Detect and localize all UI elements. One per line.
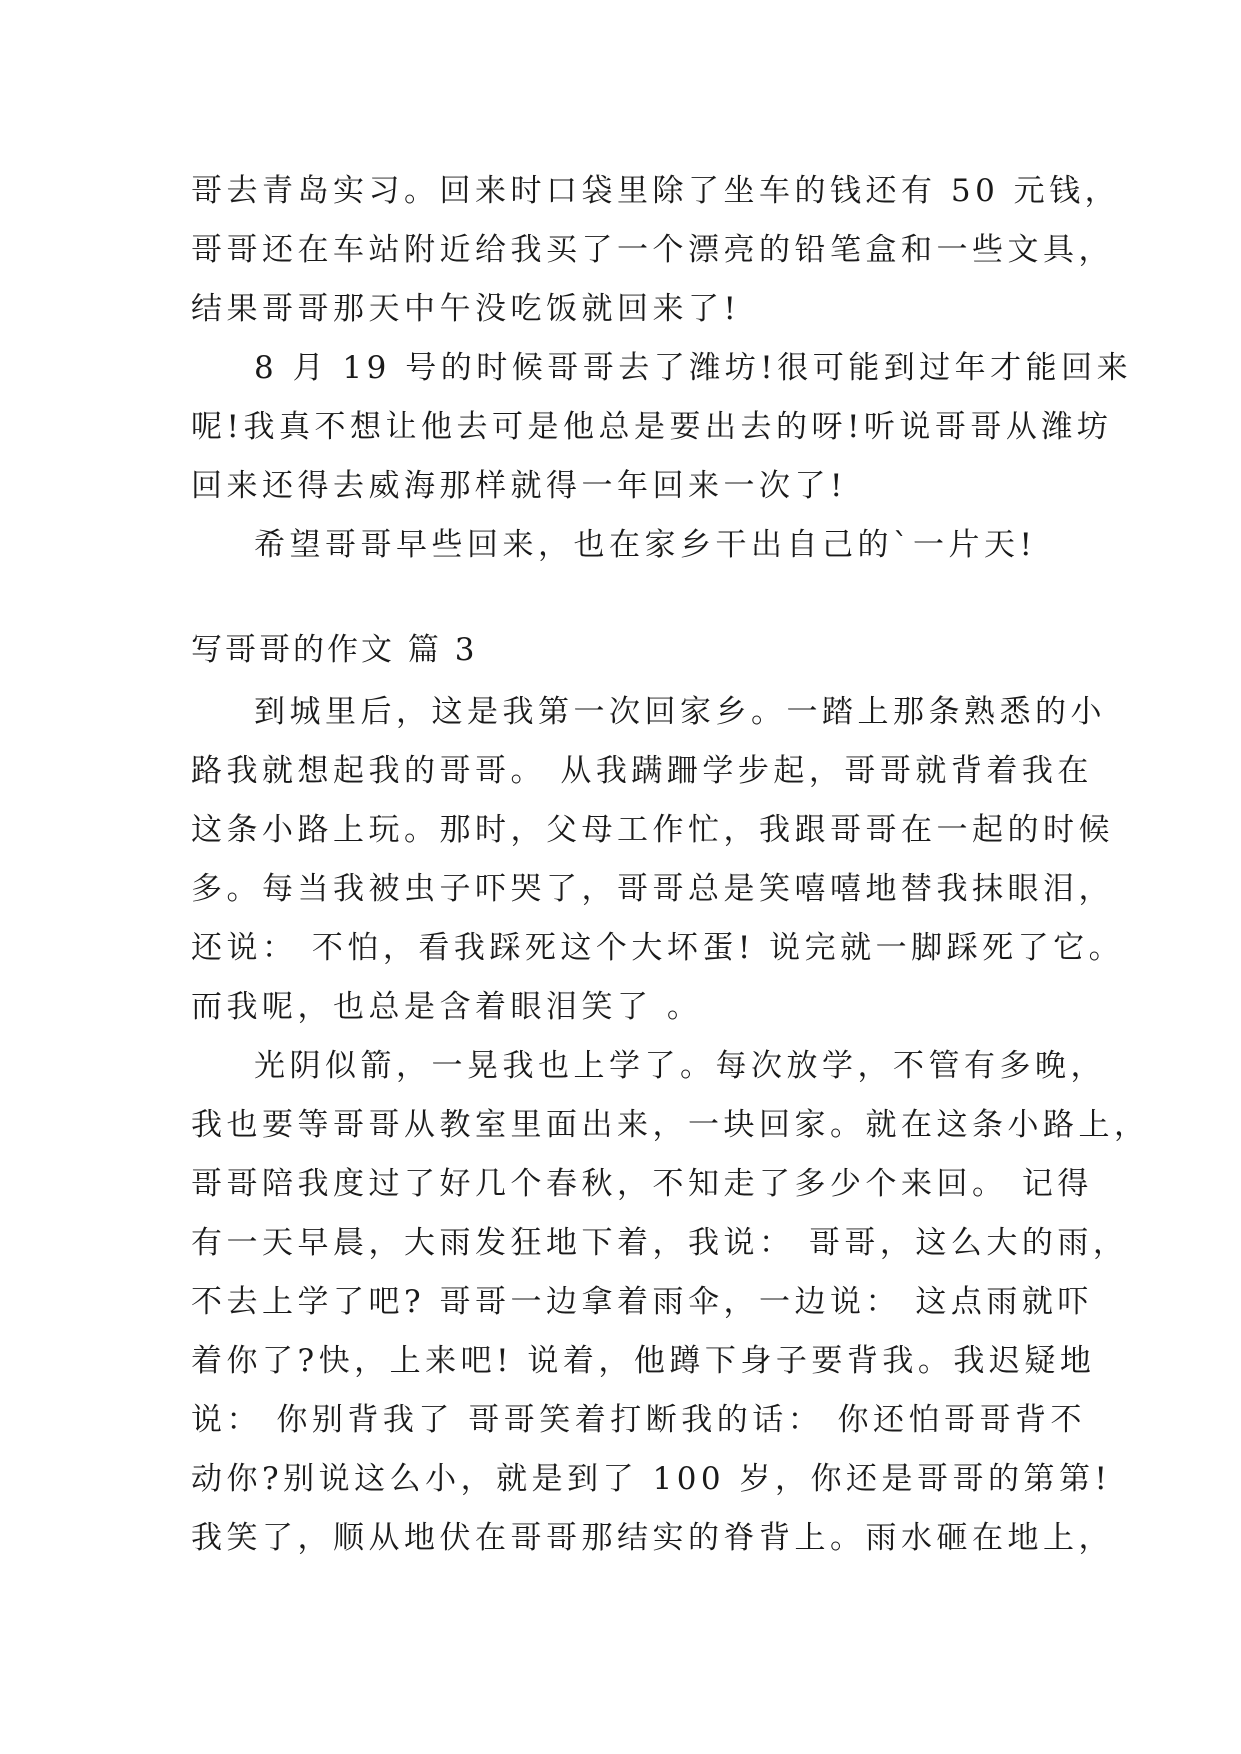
paragraph-line: 哥哥还在车站附近给我买了一个漂亮的铅笔盒和一些文具，: [191, 232, 1114, 268]
paragraph-line: 呢!我真不想让他去可是他总是要出去的呀!听说哥哥从潍坊: [191, 409, 1113, 445]
paragraph-line: 多。每当我被虫子吓哭了，哥哥总是笑嘻嘻地替我抹眼泪，: [191, 871, 1114, 907]
paragraph-line: 哥哥陪我度过了好几个春秋，不知走了多少个来回。 记得: [191, 1166, 1093, 1202]
paragraph-line: 还说： 不怕，看我踩死这个大坏蛋! 说完就一脚踩死了它。: [191, 930, 1125, 966]
paragraph-line: 回来还得去威海那样就得一年回来一次了!: [191, 468, 847, 504]
paragraph-line: 动你?别说这么小，就是到了 100 岁，你还是哥哥的第第!: [191, 1461, 1112, 1497]
paragraph-line: 而我呢，也总是含着眼泪笑了 。: [191, 989, 703, 1025]
paragraph-line: 这条小路上玩。那时，父母工作忙，我跟哥哥在一起的时候: [191, 812, 1114, 848]
paragraph-line: 哥去青岛实习。回来时口袋里除了坐车的钱还有 50 元钱，: [191, 173, 1121, 209]
paragraph-line: 有一天早晨，大雨发狂地下着，我说： 哥哥，这么大的雨，: [191, 1225, 1129, 1261]
paragraph-line: 说： 你别背我了 哥哥笑着打断我的话： 你还怕哥哥背不: [191, 1402, 1087, 1438]
paragraph-line: 8 月 19 号的时候哥哥去了潍坊!很可能到过年才能回来: [254, 350, 1133, 386]
paragraph-line: 路我就想起我的哥哥。 从我蹒跚学步起，哥哥就背着我在: [191, 753, 1093, 789]
paragraph-line: 希望哥哥早些回来，也在家乡干出自己的`一片天!: [254, 527, 1037, 563]
paragraph-line: 结果哥哥那天中午没吃饭就回来了!: [191, 291, 741, 327]
paragraph-line: 我笑了，顺从地伏在哥哥那结实的脊背上。雨水砸在地上，: [191, 1520, 1114, 1556]
section-title: 写哥哥的作文 篇 3: [191, 632, 478, 668]
paragraph-line: 光阴似箭，一晃我也上学了。每次放学，不管有多晚，: [254, 1048, 1106, 1084]
paragraph-line: 不去上学了吧? 哥哥一边拿着雨伞，一边说： 这点雨就吓: [191, 1284, 1093, 1320]
paragraph-line: 我也要等哥哥从教室里面出来，一块回家。就在这条小路上，: [191, 1107, 1150, 1143]
paragraph-line: 到城里后，这是我第一次回家乡。一踏上那条熟悉的小: [254, 694, 1106, 730]
paragraph-line: 着你了?快，上来吧! 说着，他蹲下身子要背我。我迟疑地: [191, 1343, 1096, 1379]
